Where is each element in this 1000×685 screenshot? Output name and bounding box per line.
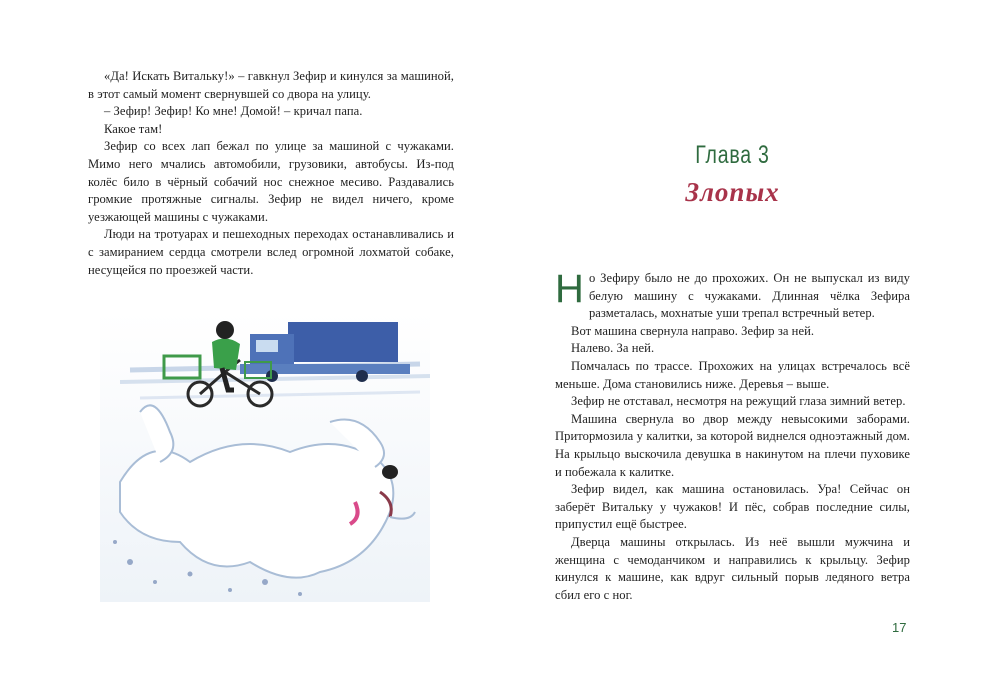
first-paragraph bbox=[555, 267, 910, 323]
paragraph: Зефир не отставал, несмотря на режущий глаза зимний ветер. bbox=[571, 394, 906, 409]
paragraph: Машина свернула во двор между невысокими заборами. Притормозила у калитки, за которой виднелся одноэтажный дом. На крыльцо выскочила девушка в накинутом на плечи пуховике и побежала к калитке. bbox=[555, 411, 910, 479]
paragraph: Дверца машины открылась. Из неё вышли мужчина и женщина с чемоданчиком и направились к крыльцу. Зефир кинулся к машине, как вдруг сильный порыв ледяного ветра сбил его с ног. bbox=[555, 534, 910, 602]
paragraph: Зефир со всех лап бежал по улице за машиной с чужаками. Мимо него мчались автомобили, грузовики, автобусы. Из-под колёс било в чёрный собачий нос снежное месиво. Раздавались громкие протяжные сигналы. Зефир не видел ничего, кроме уезжающей машины с чужаками. bbox=[88, 139, 454, 224]
paragraph: Помчалась по трассе. Прохожих на улицах встречалось всё меньше. Дома становились ниже. Деревья – выше. bbox=[555, 358, 910, 391]
paragraph: «Да! Искать Витальку!» – гавкнул Зефир и кинулся за машиной, в этот самый момент свернувшей со двора на улицу. bbox=[88, 69, 454, 101]
page-number: 17 bbox=[892, 620, 907, 635]
left-page-text bbox=[88, 68, 454, 279]
chapter-title: Злопых bbox=[685, 177, 780, 207]
paragraph: Люди на тротуарах и пешеходных переходах останавливались и с замиранием сердца смотрели вслед огромной лохматой собаке, несущейся по проезжей части. bbox=[88, 227, 454, 277]
right-page-text bbox=[555, 140, 910, 604]
paragraph: Вот машина свернула направо. Зефир за ней. bbox=[571, 323, 815, 338]
drop-cap: Н bbox=[555, 267, 584, 311]
paragraph: – Зефир! Зефир! Ко мне! Домой! – кричал папа. bbox=[104, 104, 363, 119]
first-paragraph-text: о Зефиру было не до прохожих. Он не выпускал из виду белую машину с чужаками. Длинная чёлка Зефира разметалась, мохнатые уши трепал встречный ветер. bbox=[588, 271, 910, 321]
paragraph: Зефир видел, как машина остановилась. Ура! Сейчас он заберёт Витальку у чужаков! И пёс, собрав последние силы, припустил ещё быстрее. bbox=[555, 482, 910, 532]
paragraph: Какое там! bbox=[104, 121, 163, 136]
dog-illustration bbox=[100, 312, 430, 602]
chapter-number: Глава 3 bbox=[695, 141, 770, 169]
paragraph: Налево. За ней. bbox=[571, 341, 655, 356]
